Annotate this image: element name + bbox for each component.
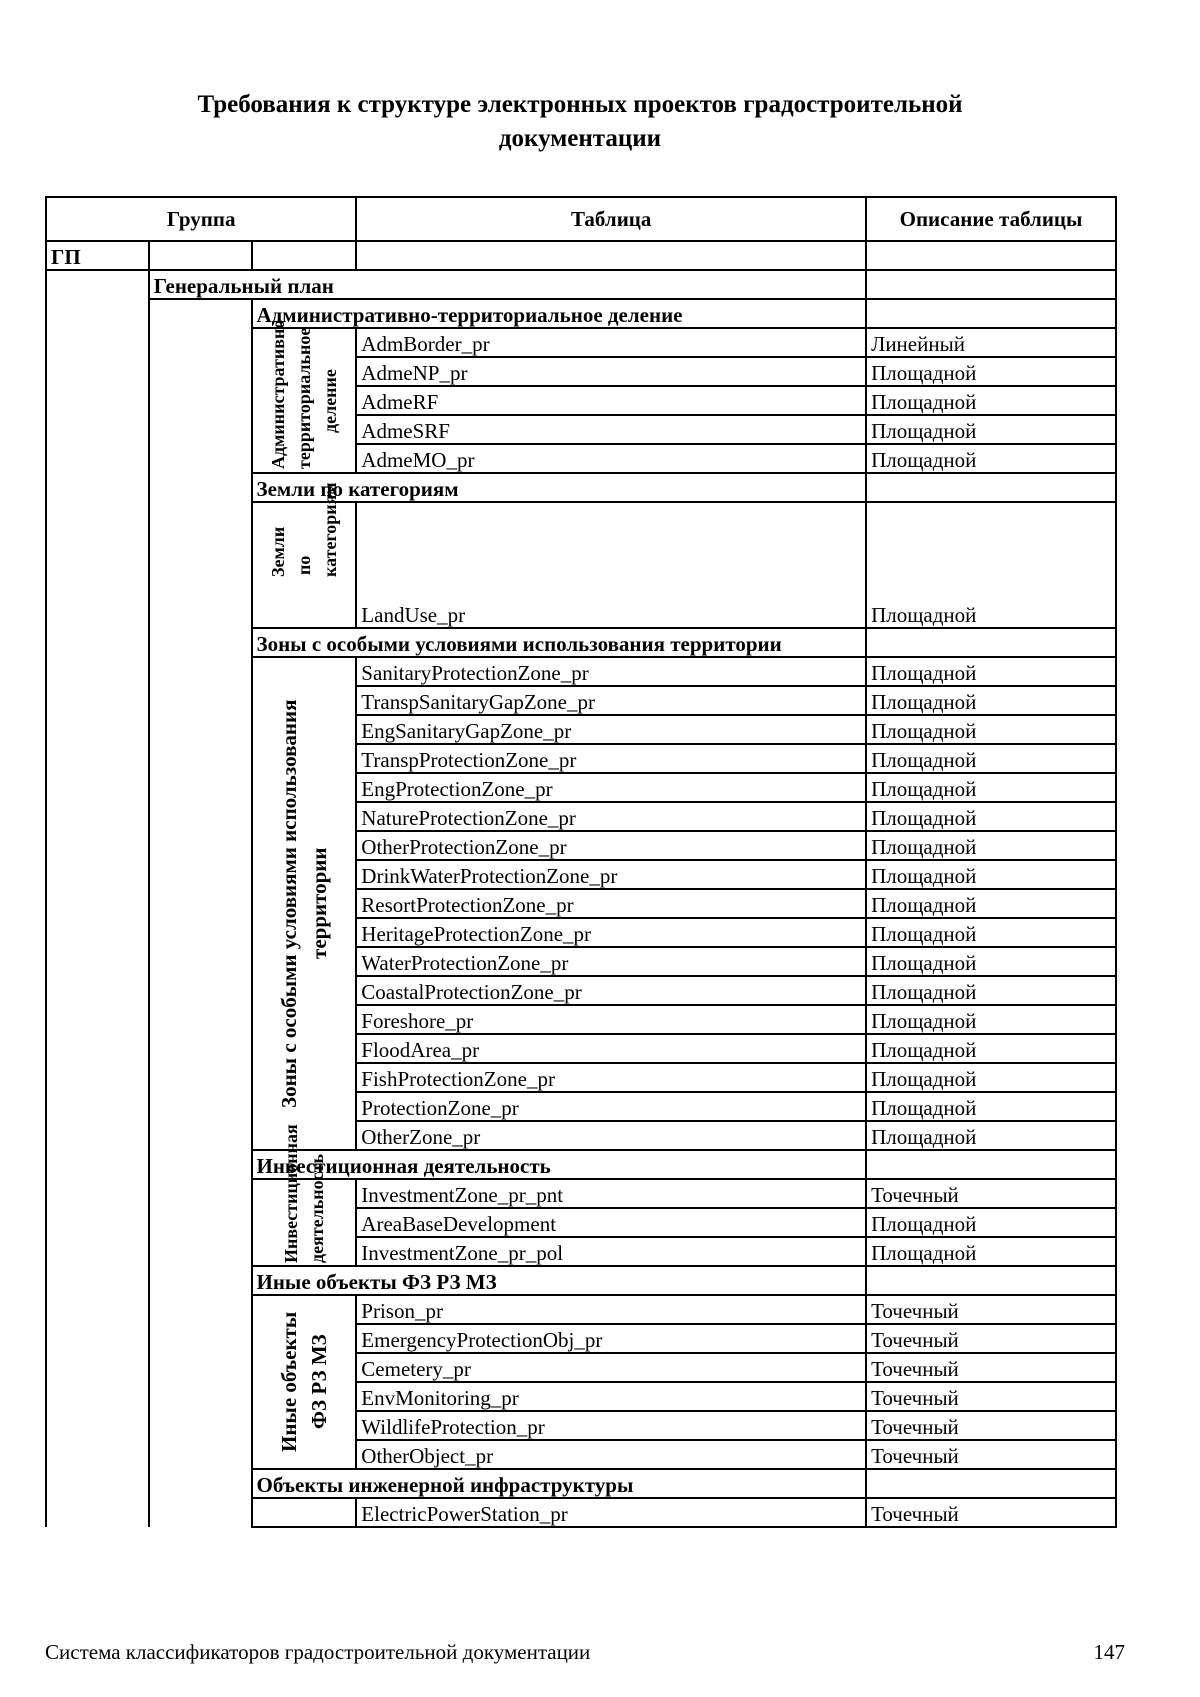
table-description-cell: Точечный <box>866 1382 1116 1411</box>
table-name-cell: TranspSanitaryGapZone_pr <box>356 686 866 715</box>
gp-label: ГП <box>46 241 149 270</box>
table-description-cell: Площадной <box>866 860 1116 889</box>
table-name-cell: NatureProtectionZone_pr <box>356 802 866 831</box>
table-description-cell: Площадной <box>866 1034 1116 1063</box>
table-name-cell: OtherZone_pr <box>356 1121 866 1150</box>
section-side-label-cell <box>252 1498 357 1527</box>
section-side-label-cell <box>252 1295 357 1469</box>
table-description-cell: Площадной <box>866 1121 1116 1150</box>
table-name-cell: FloodArea_pr <box>356 1034 866 1063</box>
general-plan-row <box>46 270 1116 299</box>
footer-text: Система классификаторов градостроительной документации <box>45 1640 591 1664</box>
gp-row <box>46 241 1116 270</box>
empty-cell <box>866 628 1116 657</box>
section-side-label-cell <box>252 657 357 1150</box>
gp-group-column <box>46 270 149 1527</box>
table-description-cell: Точечный <box>866 1324 1116 1353</box>
table-description-cell: Площадной <box>866 357 1116 386</box>
table-description-cell: Площадной <box>866 1208 1116 1237</box>
table-name-cell: ElectricPowerStation_pr <box>356 1498 866 1527</box>
table-description-cell: Площадной <box>866 831 1116 860</box>
empty-cell <box>866 299 1116 328</box>
table-name-cell: InvestmentZone_pr_pol <box>356 1237 866 1266</box>
section-heading: Иные объекты ФЗ РЗ МЗ <box>252 1266 867 1295</box>
table-description-cell: Линейный <box>866 328 1116 357</box>
table-name-cell: ResortProtectionZone_pr <box>356 889 866 918</box>
table-description-cell: Площадной <box>866 802 1116 831</box>
table-description-cell: Точечный <box>866 1440 1116 1469</box>
section-side-label-cell <box>252 313 357 473</box>
table-description-cell: Площадной <box>866 386 1116 415</box>
table-name-cell: LandUse_pr <box>356 502 866 628</box>
page-number: 147 <box>1093 1640 1125 1664</box>
empty-cell <box>252 241 357 270</box>
table-description-cell: Площадной <box>866 744 1116 773</box>
table-name-cell: AdmBorder_pr <box>356 328 866 357</box>
table-description-cell: Точечный <box>866 1411 1116 1440</box>
table-name-cell: CoastalProtectionZone_pr <box>356 976 866 1005</box>
section-heading: Объекты инженерной инфраструктуры <box>252 1469 867 1498</box>
header-row <box>46 197 1116 241</box>
table-name-cell: Foreshore_pr <box>356 1005 866 1034</box>
table-name-cell: OtherObject_pr <box>356 1440 866 1469</box>
section-heading: Инвестиционная деятельность <box>252 1150 867 1179</box>
table-name-cell: AdmeRF <box>356 386 866 415</box>
table-description-cell: Площадной <box>866 976 1116 1005</box>
table-description-cell: Площадной <box>866 657 1116 686</box>
table-name-cell: InvestmentZone_pr_pnt <box>356 1179 866 1208</box>
page-title <box>80 88 1080 156</box>
title-line-2: документации <box>498 125 662 152</box>
table-name-cell: AreaBaseDevelopment <box>356 1208 866 1237</box>
table-description-cell: Площадной <box>866 947 1116 976</box>
table-name-cell: TranspProtectionZone_pr <box>356 744 866 773</box>
section-heading: Административно-территориальное деление <box>252 299 867 328</box>
table-description-cell: Площадной <box>866 1237 1116 1266</box>
empty-cell <box>866 1469 1116 1498</box>
table-description-cell: Точечный <box>866 1353 1116 1382</box>
table-name-cell: SanitaryProtectionZone_pr <box>356 657 866 686</box>
table-description-cell: Площадной <box>866 686 1116 715</box>
general-plan-label: Генеральный план <box>149 270 866 299</box>
table-name-cell: EngSanitaryGapZone_pr <box>356 715 866 744</box>
table-description-cell: Площадной <box>866 415 1116 444</box>
header-description: Описание таблицы <box>866 197 1116 241</box>
table-description-cell: Площадной <box>866 502 1116 628</box>
table-name-cell: DrinkWaterProtectionZone_pr <box>356 860 866 889</box>
table-name-cell: WildlifeProtection_pr <box>356 1411 866 1440</box>
table-description-cell: Точечный <box>866 1179 1116 1208</box>
table-description-cell: Точечный <box>866 1295 1116 1324</box>
section-side-label: Административно-территориальное деление <box>267 313 340 469</box>
structure-table <box>45 196 1117 1528</box>
table-description-cell: Точечный <box>866 1498 1116 1527</box>
table-description-cell: Площадной <box>866 889 1116 918</box>
section-heading: Земли по категориям <box>252 473 867 502</box>
empty-cell <box>866 473 1116 502</box>
table-description-cell: Площадной <box>866 1092 1116 1121</box>
empty-cell <box>866 1266 1116 1295</box>
empty-cell <box>866 1150 1116 1179</box>
table-name-cell: HeritageProtectionZone_pr <box>356 918 866 947</box>
table-description-cell: Площадной <box>866 918 1116 947</box>
table-name-cell: EmergencyProtectionObj_pr <box>356 1324 866 1353</box>
section-side-label: Зоны с особыми условиями использования территории <box>276 699 331 1108</box>
table-description-cell: Площадной <box>866 773 1116 802</box>
table-description-cell: Площадной <box>866 715 1116 744</box>
table-name-cell: AdmeMO_pr <box>356 444 866 473</box>
empty-cell <box>866 270 1116 299</box>
header-table: Таблица <box>356 197 866 241</box>
section-side-label-cell <box>252 482 357 628</box>
table-description-cell: Площадной <box>866 1063 1116 1092</box>
table-description-cell: Площадной <box>866 444 1116 473</box>
section-heading-row <box>46 299 1116 328</box>
table-name-cell: EngProtectionZone_pr <box>356 773 866 802</box>
table-name-cell: FishProtectionZone_pr <box>356 1063 866 1092</box>
section-side-label: Иные объекты ФЗ РЗ МЗ <box>276 1311 331 1453</box>
empty-cell <box>356 241 866 270</box>
section-side-label: Инвестиционная деятельность <box>280 1123 327 1263</box>
table-name-cell: OtherProtectionZone_pr <box>356 831 866 860</box>
empty-cell <box>149 241 252 270</box>
table-name-cell: WaterProtectionZone_pr <box>356 947 866 976</box>
table-name-cell: ProtectionZone_pr <box>356 1092 866 1121</box>
table-name-cell: Prison_pr <box>356 1295 866 1324</box>
section-side-label-cell <box>252 1123 357 1266</box>
plan-group-column <box>149 299 252 1527</box>
table-name-cell: AdmeSRF <box>356 415 866 444</box>
header-group: Группа <box>46 197 356 241</box>
table-name-cell: AdmeNP_pr <box>356 357 866 386</box>
table-name-cell: Cemetery_pr <box>356 1353 866 1382</box>
section-side-label: Земли по категориям <box>267 482 340 577</box>
section-heading: Зоны с особыми условиями использования территории <box>252 628 867 657</box>
title-line-1: Требования к структуре электронных проектов градостроительной <box>197 91 963 118</box>
empty-cell <box>866 241 1116 270</box>
table-description-cell: Площадной <box>866 1005 1116 1034</box>
table-name-cell: EnvMonitoring_pr <box>356 1382 866 1411</box>
